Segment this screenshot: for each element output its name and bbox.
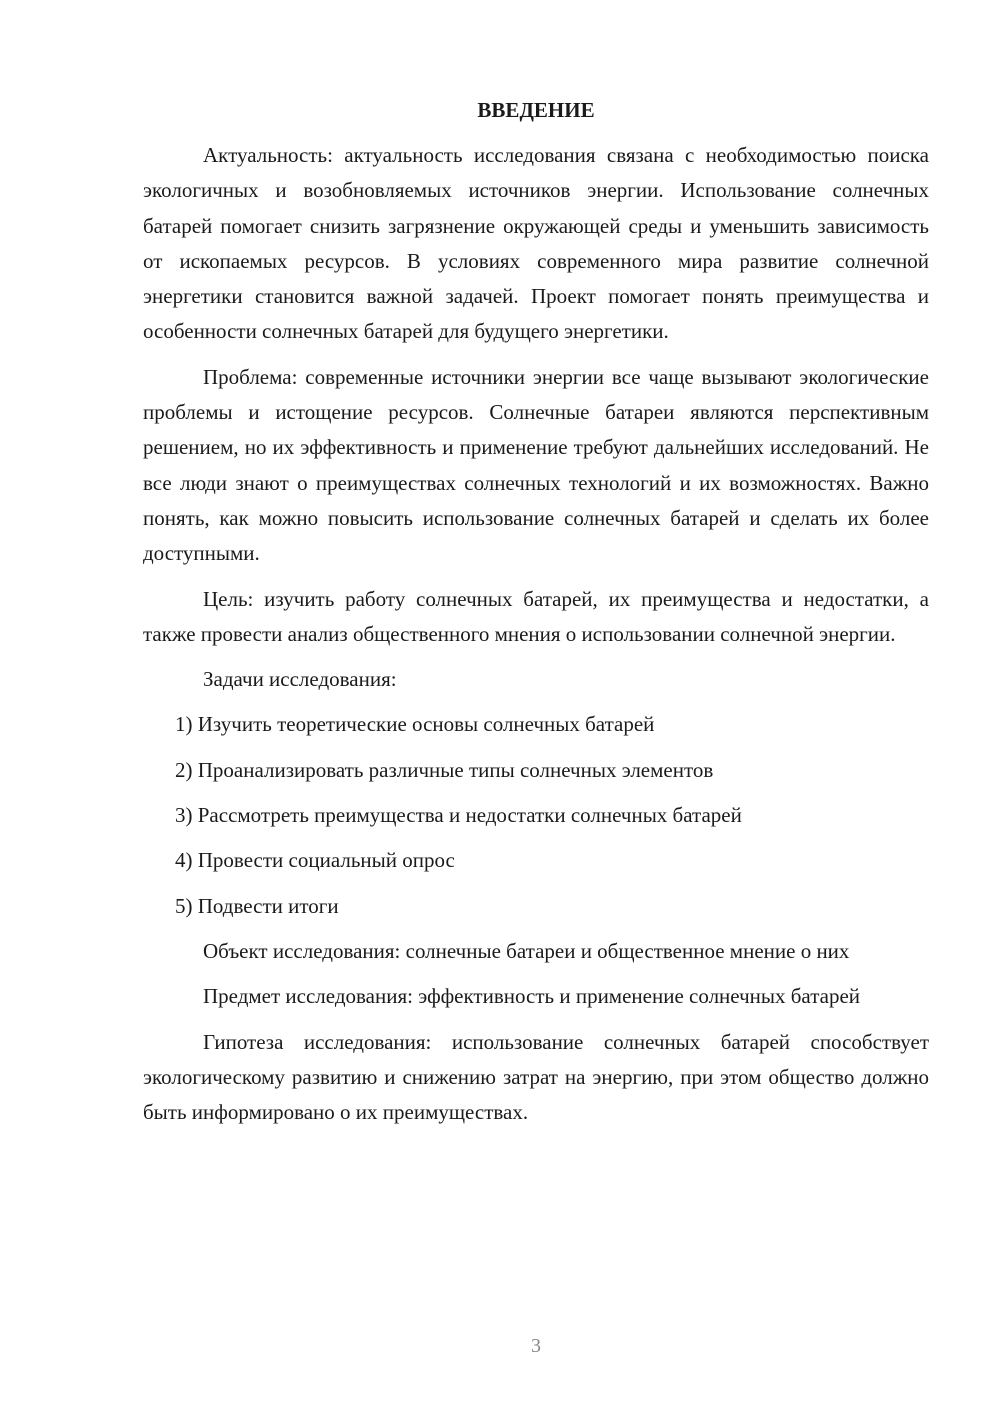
relevance-paragraph: Актуальность: актуальность исследования связана с необходимостью поиска экологичных и возобновляемых источников энергии. Использование солнечных батарей помогает снизить загрязнение окружающей среды и уменьшить зависимость от ископаемых ресурсов. В условиях современного мира развитие солнечной энергетики становится важной задачей. Проект помогает понять преимущества и особенности солнечных батарей для будущего энергетики.: [143, 143, 929, 344]
tasks-title: Задачи исследования:: [203, 667, 397, 692]
section-heading: ВВЕДЕНИЕ: [477, 98, 595, 122]
goal-paragraph: Цель: изучить работу солнечных батарей, их преимущества и недостатки, а также провести анализ общественного мнения о использовании солнечной энергии.: [143, 586, 929, 646]
object-paragraph: Объект исследования: солнечные батареи и общественное мнение о них: [203, 938, 850, 963]
problem-paragraph: Проблема: современные источники энергии все чаще вызывают экологические проблемы и истощение ресурсов. Солнечные батареи являются перспективным решением, но их эффективность и применение требуют дальнейших исследований. Не все люди знают о преимуществах солнечных технологий и их возможностях. Важно понять, как можно повысить использование солнечных батарей и сделать их более доступными.: [143, 364, 929, 566]
subject-paragraph: Предмет исследования: эффективность и применение солнечных батарей: [203, 984, 861, 1009]
list-item: 1) Изучить теоретические основы солнечных батарей: [175, 712, 655, 737]
list-item: 4) Провести социальный опрос: [175, 848, 455, 873]
tasks-list: [143, 707, 929, 923]
list-item: 2) Проанализировать различные типы солнечных элементов: [175, 757, 714, 782]
document-body: [143, 95, 929, 1140]
page-number: 3: [531, 1335, 541, 1357]
list-item: 5) Подвести итоги: [175, 893, 339, 918]
list-item: 3) Рассмотреть преимущества и недостатки солнечных батарей: [175, 803, 742, 828]
hypothesis-paragraph: Гипотеза исследования: использование солнечных батарей способствует экологическому развитию и снижению затрат на энергию, при этом общество должно быть информировано о их преимуществах.: [143, 1029, 929, 1125]
